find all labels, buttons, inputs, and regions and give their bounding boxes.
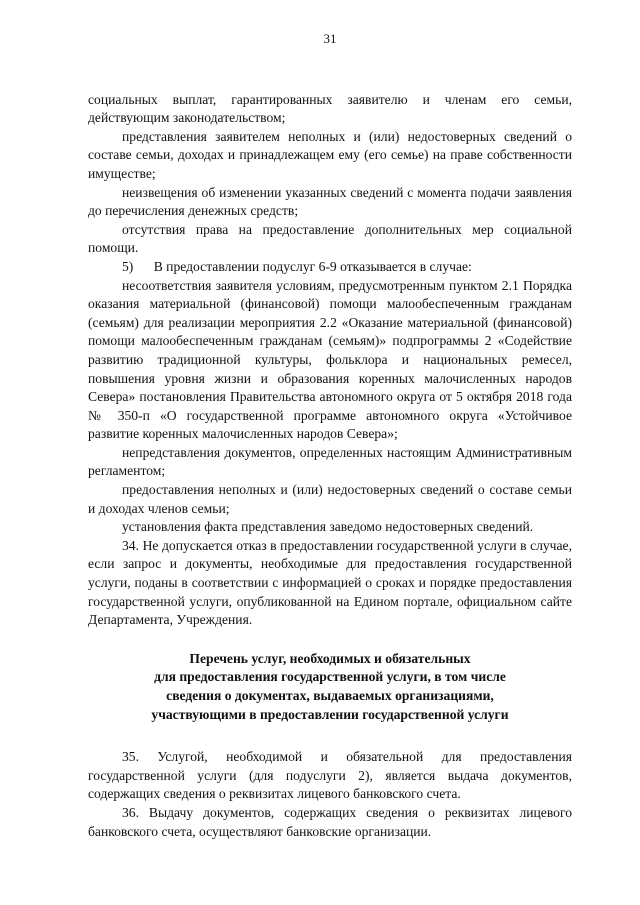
page-number: 31	[323, 31, 337, 46]
heading-line-1: Перечень услуг, необходимых и обязательных	[189, 650, 471, 666]
paragraph-incomplete-family: предоставления неполных и (или) недостоверных сведений о составе семьи и доходах членов семьи;	[88, 482, 572, 516]
heading-line-3: сведения о документах, выдаваемых организациями,	[166, 688, 494, 703]
paragraph-34: 34. Не допускается отказ в предоставлении государственной услуги в случае, если запрос и документы, необходимые для предоставления государственной услуги, поданы в соответствии с информацией о сроках и порядке предоставления государственной услуги, опубликованной на Едином портале, официальном сайте Департамента, Учреждения.	[88, 537, 572, 628]
paragraph-incomplete-info: представления заявителем неполных и (или) недостоверных сведений о составе семьи, доходах и принадлежащем ему (его семье) на праве собственности имуществе;	[88, 128, 572, 181]
section-heading	[88, 650, 572, 724]
paragraph-item-5: 5) В предоставлении подуслуг 6-9 отказывается в случае:	[122, 258, 472, 274]
paragraph-false-info: установления факта представления заведомо недостоверных сведений.	[122, 519, 534, 535]
paragraph-no-right: отсутствия права на предоставление дополнительных мер социальной помощи.	[88, 221, 572, 256]
body-text-top	[88, 91, 572, 630]
paragraph-36: 36. Выдачу документов, содержащих сведения о реквизитах лицевого банковского счета, осуществляют банковские организации.	[88, 804, 572, 839]
paragraph-nonsubmission: непредставления документов, определенных настоящим Административным регламентом;	[88, 444, 572, 479]
paragraph-social-payments: социальных выплат, гарантированных заявителю и членам его семьи, действующим законодательством;	[88, 91, 572, 126]
paragraph-no-notice: неизвещения об изменении указанных сведений с момента подачи заявления до перечисления денежных средств;	[88, 184, 572, 219]
heading-line-2: для предоставления государственной услуги, в том числе	[154, 669, 506, 685]
paragraph-35: 35. Услугой, необходимой и обязательной для предоставления государственной услуги (для подуслуги 2), является выдача документов, содержащих сведения о реквизитах лицевого банковского счета.	[88, 749, 572, 802]
body-text-bottom	[88, 748, 572, 841]
heading-line-4: участвующими в предоставлении государственной услуги	[151, 706, 509, 722]
paragraph-nonconformity: несоответствия заявителя условиям, предусмотренным пунктом 2.1 Порядка оказания материальной (финансовой) помощи малообеспеченным гражданам (семьям) для реализации мероприятия 2.2 «Оказание материальной (финансовой) помощи малообеспеченным гражданам (семьям)» подпрограммы 2 «Содействие развитию традиционной культуры, фольклора и национальных ремесел, повышения уровня жизни и образования коренных малочисленных народов Севера» постановления Правительства автономного округа от 5 октября 2018 года № 350-п «О государственной программе автономного округа «Устойчивое развитие коренных малочисленных народов Севера»;	[88, 277, 572, 442]
